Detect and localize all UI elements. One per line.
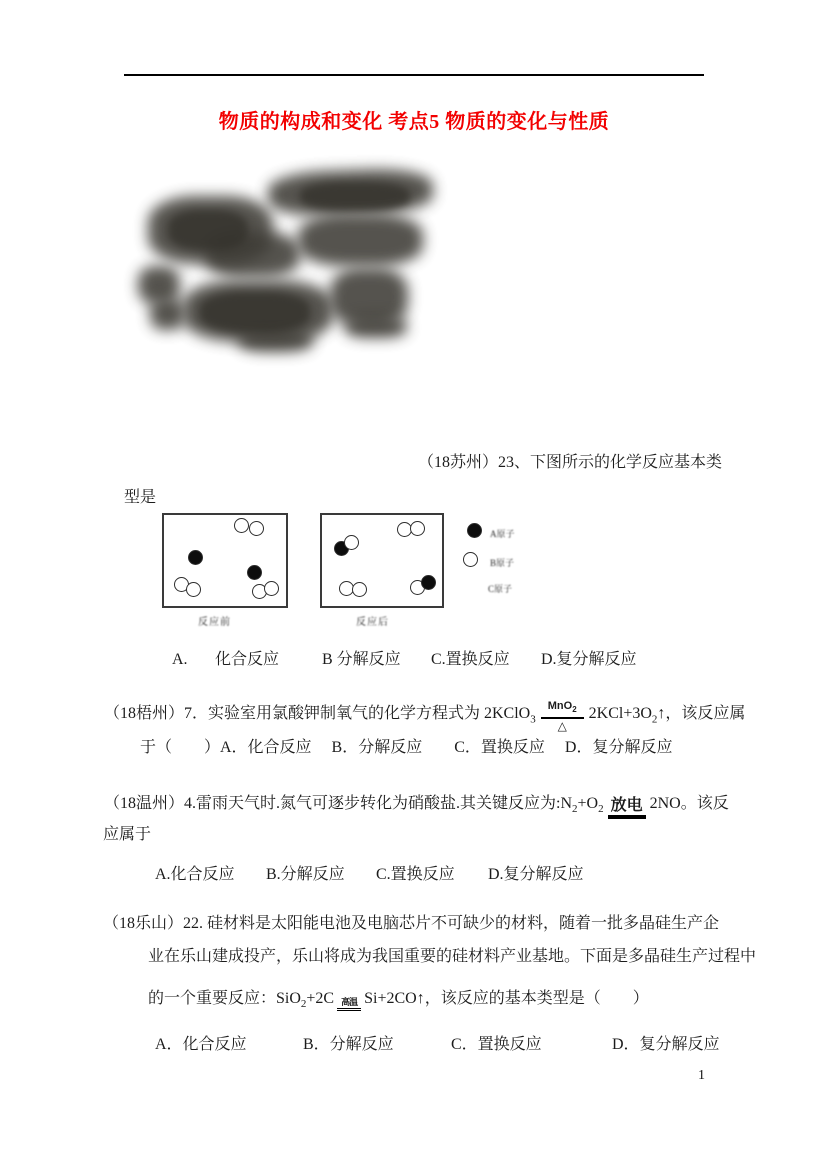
q2-text-pre: （18梧州）7．实验室用氯酸钾制氧气的化学方程式为 2KClO — [104, 705, 531, 723]
q4-text-pre: 的一个重要反应：SiO — [148, 990, 301, 1007]
q4-text-post: Si+2CO↑，该反应的基本类型是（ ） — [364, 990, 649, 1007]
b-atom — [344, 535, 359, 550]
q1-option-a-letter: A. — [172, 651, 188, 668]
a-atom — [421, 575, 436, 590]
q3-option-a: A.化合反应 — [155, 866, 235, 883]
q2-line1 — [104, 700, 745, 733]
q4-line3 — [148, 988, 649, 1015]
b-atom — [264, 581, 279, 596]
q1-option-d: D.复分解反应 — [541, 651, 637, 668]
q4-option-b: B．分解反应 — [303, 1036, 394, 1053]
b-atom — [410, 521, 425, 536]
q2-sub: 3 — [530, 713, 536, 726]
q4-sub: 2 — [300, 998, 307, 1011]
legend-a-atom-icon — [467, 523, 482, 538]
q4-option-d: D．复分解反应 — [612, 1036, 720, 1053]
legend-a-label: A原子 — [490, 529, 515, 539]
q2-text-post: ↑，该反应属 — [657, 705, 746, 723]
reaction-condition-high-temp: 高温 — [337, 998, 361, 1011]
b-atom — [234, 518, 249, 533]
q1-line2: 型是 — [124, 489, 157, 506]
legend-c-label: C原子 — [488, 584, 513, 594]
q3-option-d: D.复分解反应 — [488, 866, 584, 883]
b-atom — [186, 582, 201, 597]
q4-text-mid: +2C — [306, 990, 335, 1007]
q3-line1 — [104, 793, 729, 820]
q4-line1: （18乐山）22. 硅材料是太阳能电池及电脑芯片不可缺少的材料，随着一批多晶硅生产企 — [103, 915, 720, 932]
header-rule — [124, 74, 704, 76]
reaction-condition-discharge: 放电 — [608, 797, 646, 819]
a-atom — [247, 565, 262, 580]
q2-sub: 2 — [651, 713, 658, 726]
q3-option-b: B.分解反应 — [266, 866, 345, 883]
q1-option-a: 化合反应 — [215, 651, 280, 668]
q1-option-b: B 分解反应 — [322, 651, 401, 668]
b-atom — [352, 582, 367, 597]
delta-symbol: △ — [557, 719, 567, 734]
before-label: 反应前 — [198, 617, 231, 628]
q3-sub: 2 — [598, 803, 604, 816]
reaction-condition-mno2: $\frac{MnO_2}{\triangle}$ — [541, 700, 584, 733]
q1-line1: （18苏州）23、下图所示的化学反应基本类 — [418, 454, 723, 471]
q3-text-pre: （18温州）4.雷雨天气时.氮气可逐步转化为硝酸盐.其关键反应为:N — [104, 795, 573, 812]
q4-option-a: A．化合反应 — [155, 1036, 247, 1053]
q3-line2: 应属于 — [103, 826, 152, 843]
page-title: 物质的构成和变化 考点5 物质的变化与性质 — [218, 111, 610, 133]
q3-sub: 2 — [572, 803, 578, 816]
q1-option-c: C.置换反应 — [431, 651, 510, 668]
q3-text-mid: +O — [577, 795, 599, 812]
b-atom — [249, 521, 264, 536]
legend-b-label: B原子 — [490, 558, 515, 568]
page-number: 1 — [698, 1068, 705, 1083]
q2-text-mid: 2KCl+3O — [588, 705, 652, 723]
after-label: 反应后 — [356, 617, 389, 628]
a-atom — [188, 550, 203, 565]
q4-option-c: C．置换反应 — [451, 1036, 542, 1053]
q4-line2: 业在乐山建成投产，乐山将成为我国重要的硅材料产业基地。下面是多晶硅生产过程中 — [148, 948, 757, 965]
q3-option-c: C.置换反应 — [376, 866, 455, 883]
legend-b-atom-icon — [463, 552, 478, 567]
q3-text-post: 2NO。该反 — [649, 795, 729, 812]
after-reaction-box — [320, 513, 444, 608]
q2-line2: 于（ ）A．化合反应 B．分解反应 C．置换反应 D．复分解反应 — [140, 739, 673, 756]
